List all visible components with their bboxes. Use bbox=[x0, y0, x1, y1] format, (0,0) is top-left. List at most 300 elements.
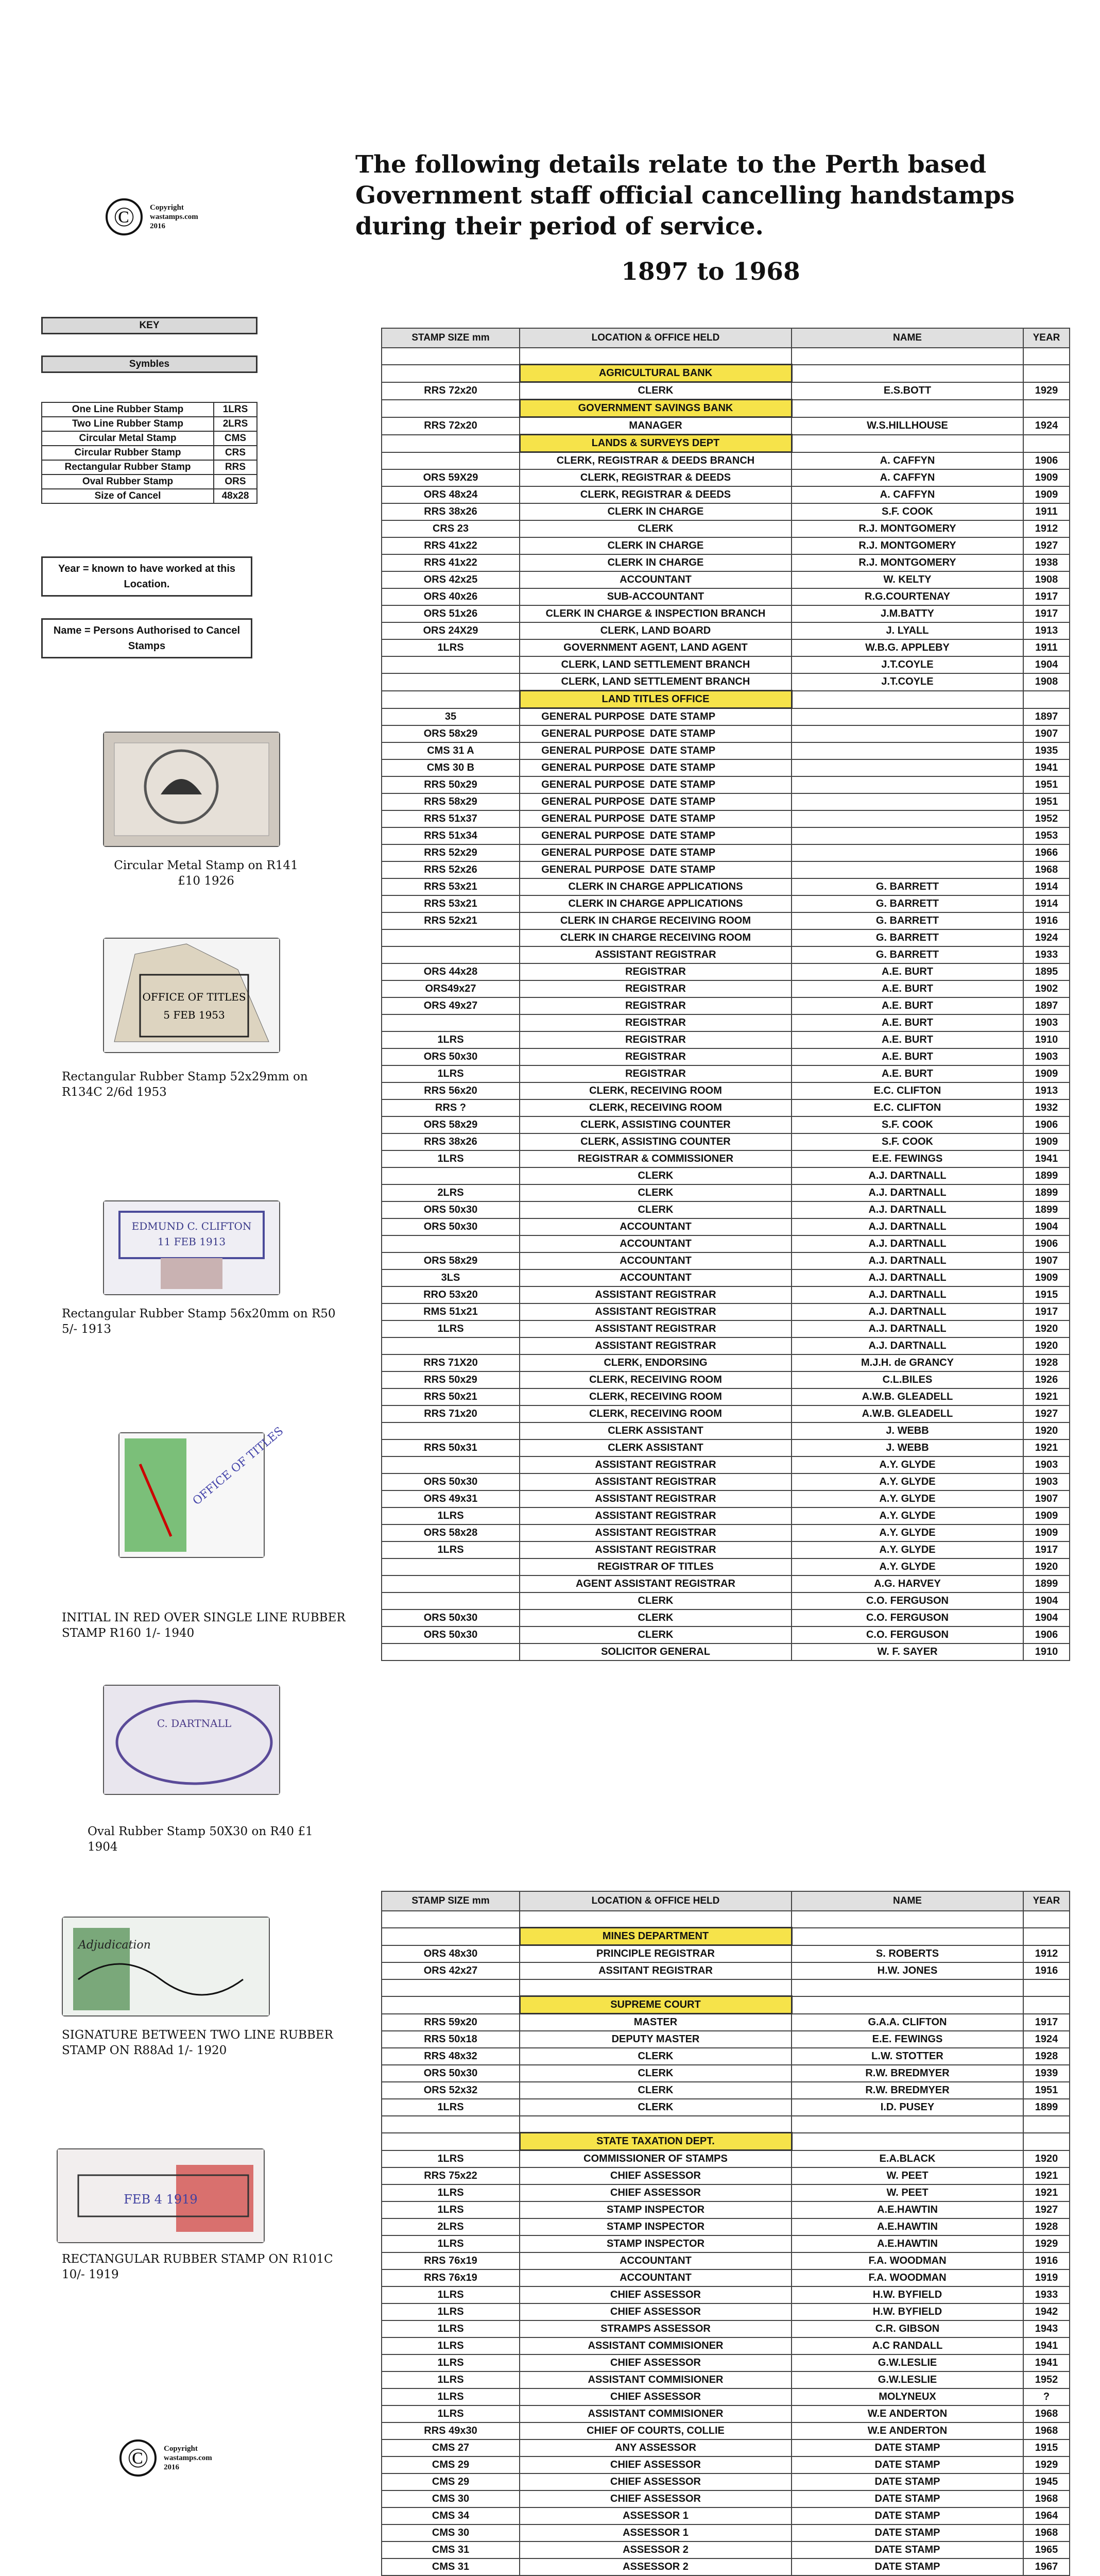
year: 1968 bbox=[1023, 2524, 1070, 2541]
person-name: A. CAFFYN bbox=[792, 486, 1023, 503]
table-row bbox=[382, 673, 1070, 691]
spacer-cell bbox=[792, 348, 1023, 365]
table-row bbox=[382, 2201, 1070, 2218]
person-name: C.O. FERGUSON bbox=[792, 1626, 1023, 1643]
key-symbol: 1LRS bbox=[214, 402, 257, 417]
person-name: S.F. COOK bbox=[792, 1116, 1023, 1133]
location-office: COMMISSIONER OF STAMPS bbox=[520, 2150, 792, 2168]
table-row bbox=[382, 2269, 1070, 2286]
stamp-size: CMS 29 bbox=[382, 2473, 520, 2490]
purpose-cell bbox=[520, 793, 792, 810]
stamp-size: RRO 53x20 bbox=[382, 1286, 520, 1303]
person-name: MOLYNEUX bbox=[792, 2388, 1023, 2405]
stamp-size: CMS 34 bbox=[382, 2507, 520, 2524]
table-row bbox=[382, 2439, 1070, 2456]
year: 1904 bbox=[1023, 1609, 1070, 1626]
year: 1899 bbox=[1023, 1201, 1070, 1218]
year: 1924 bbox=[1023, 417, 1070, 435]
year: 1965 bbox=[1023, 2541, 1070, 2558]
table-row bbox=[382, 1575, 1070, 1592]
person-name: A.J. DARTNALL bbox=[792, 1235, 1023, 1252]
year: 1902 bbox=[1023, 980, 1070, 997]
name-cell bbox=[792, 827, 1023, 844]
location-office: CLERK bbox=[520, 1201, 792, 1218]
svg-text:OFFICE OF TITLES: OFFICE OF TITLES bbox=[190, 1425, 286, 1508]
person-name: R.J. MONTGOMERY bbox=[792, 520, 1023, 537]
person-name: H.W. BYFIELD bbox=[792, 2303, 1023, 2320]
spacer-cell bbox=[520, 2116, 792, 2133]
person-name: A. CAFFYN bbox=[792, 469, 1023, 486]
spacer-row bbox=[382, 1911, 1070, 1928]
stamp-size bbox=[382, 1422, 520, 1439]
table-row bbox=[382, 2422, 1070, 2439]
year: 1909 bbox=[1023, 1269, 1070, 1286]
section-blank bbox=[382, 1996, 520, 2014]
location-office: ASSISTANT REGISTRAR bbox=[520, 1541, 792, 1558]
caption-7: RECTANGULAR RUBBER STAMP ON R101C 10/- 1919 bbox=[62, 2252, 333, 2281]
table-row bbox=[382, 382, 1070, 400]
year: 1906 bbox=[1023, 452, 1070, 470]
person-name: F.A. WOODMAN bbox=[792, 2252, 1023, 2269]
copyright-line: Copyright bbox=[150, 204, 184, 212]
year: ? bbox=[1023, 2388, 1070, 2405]
stamp-size: RRS 59x20 bbox=[382, 2014, 520, 2031]
location-office: REGISTRAR bbox=[520, 1065, 792, 1082]
location-office: CLERK ASSISTANT bbox=[520, 1422, 792, 1439]
section-blank bbox=[1023, 691, 1070, 708]
location-office: ACCOUNTANT bbox=[520, 1252, 792, 1269]
copyright-site: wastamps.com bbox=[150, 213, 198, 221]
stamp-size: 1LRS bbox=[382, 1507, 520, 1524]
year: 1897 bbox=[1023, 708, 1070, 726]
person-name: A.Y. GLYDE bbox=[792, 1524, 1023, 1541]
table-row bbox=[382, 1405, 1070, 1422]
table-row bbox=[382, 1371, 1070, 1388]
stamp-type: DATE STAMP bbox=[650, 847, 716, 858]
key-symbol: 2LRS bbox=[214, 417, 257, 431]
section-blank bbox=[1023, 2133, 1070, 2150]
table-row bbox=[382, 1490, 1070, 1507]
location-header: LOCATION & OFFICE HELD bbox=[520, 1891, 792, 1911]
person-name: A.G. HARVEY bbox=[792, 1575, 1023, 1592]
location-office: CHIEF ASSESSOR bbox=[520, 2473, 792, 2490]
table-row bbox=[382, 1541, 1070, 1558]
person-name: A.C RANDALL bbox=[792, 2337, 1023, 2354]
year: 1924 bbox=[1023, 929, 1070, 946]
person-name: H.W. BYFIELD bbox=[792, 2286, 1023, 2303]
svg-text:OFFICE OF TITLES: OFFICE OF TITLES bbox=[142, 991, 246, 1003]
person-name: C.O. FERGUSON bbox=[792, 1609, 1023, 1626]
person-name: DATE STAMP bbox=[792, 2456, 1023, 2473]
year: 1908 bbox=[1023, 673, 1070, 691]
person-name: A.E. BURT bbox=[792, 963, 1023, 980]
stamp-size: CMS 30 B bbox=[382, 759, 520, 776]
key-description: Size of Cancel bbox=[42, 489, 214, 503]
person-name: DATE STAMP bbox=[792, 2473, 1023, 2490]
person-name: J.T.COYLE bbox=[792, 673, 1023, 691]
stamp-size: ORS 50x30 bbox=[382, 1626, 520, 1643]
section-blank bbox=[382, 2133, 520, 2150]
stamp-size: 1LRS bbox=[382, 2235, 520, 2252]
table-row bbox=[382, 1014, 1070, 1031]
stamp-size: RRS 52x21 bbox=[382, 912, 520, 929]
symbols-title: Symbles bbox=[41, 355, 257, 373]
stamp-size: RRS 56x20 bbox=[382, 1082, 520, 1099]
location-office: GENERAL PURPOSE bbox=[541, 864, 645, 875]
person-name: W. KELTY bbox=[792, 571, 1023, 588]
spacer-cell bbox=[382, 2116, 520, 2133]
svg-text:Adjudication: Adjudication bbox=[78, 1939, 151, 1952]
table-row bbox=[382, 776, 1070, 793]
spacer-cell bbox=[382, 348, 520, 365]
stamp-size: ORS 50x30 bbox=[382, 1609, 520, 1626]
copyright-line: Copyright bbox=[164, 2445, 198, 2453]
section-title: MINES DEPARTMENT bbox=[520, 1928, 792, 1945]
spacer-cell bbox=[382, 1979, 520, 1996]
stamp-size: RRS 72x20 bbox=[382, 417, 520, 435]
stamp-size: ORS 44x28 bbox=[382, 963, 520, 980]
table-row bbox=[382, 2286, 1070, 2303]
year: 1924 bbox=[1023, 2031, 1070, 2048]
name-cell bbox=[792, 776, 1023, 793]
section-blank bbox=[792, 435, 1023, 452]
person-name: G.W.LESLIE bbox=[792, 2354, 1023, 2371]
location-office: ASSISTANT REGISTRAR bbox=[520, 1490, 792, 1507]
spacer-cell bbox=[792, 1911, 1023, 1928]
location-office: CLERK, RECEIVING ROOM bbox=[520, 1371, 792, 1388]
stamp-size: RRS 50x29 bbox=[382, 1371, 520, 1388]
table-row bbox=[382, 1218, 1070, 1235]
year: 1928 bbox=[1023, 2218, 1070, 2235]
location-office: STAMP INSPECTOR bbox=[520, 2218, 792, 2235]
key-symbol: RRS bbox=[214, 460, 257, 474]
table-row bbox=[382, 1252, 1070, 1269]
location-office: GENERAL PURPOSE bbox=[541, 762, 645, 773]
year: 1921 bbox=[1023, 1388, 1070, 1405]
location-office: CLERK bbox=[520, 2082, 792, 2099]
location-office: MASTER bbox=[520, 2014, 792, 2031]
stamp-size: 1LRS bbox=[382, 1320, 520, 1337]
stamp-type: DATE STAMP bbox=[650, 745, 716, 756]
year: 1917 bbox=[1023, 605, 1070, 622]
table-row bbox=[382, 1065, 1070, 1082]
person-name: A.Y. GLYDE bbox=[792, 1490, 1023, 1507]
stamp-type: DATE STAMP bbox=[650, 762, 716, 773]
section-row bbox=[382, 1928, 1070, 1945]
handstamp-table-2 bbox=[381, 1891, 1070, 2576]
person-name: E.C. CLIFTON bbox=[792, 1099, 1023, 1116]
stamp-type: DATE STAMP bbox=[650, 796, 716, 807]
section-blank bbox=[1023, 1928, 1070, 1945]
location-office: STRAMPS ASSESSOR bbox=[520, 2320, 792, 2337]
table-row bbox=[382, 929, 1070, 946]
table-row bbox=[382, 2490, 1070, 2507]
stamp-size: RRS 41x22 bbox=[382, 537, 520, 554]
location-office: CHIEF ASSESSOR bbox=[520, 2388, 792, 2405]
name-cell bbox=[792, 861, 1023, 878]
key-symbol: CRS bbox=[214, 446, 257, 460]
location-office: CHIEF ASSESSOR bbox=[520, 2456, 792, 2473]
location-office: PRINCIPLE REGISTRAR bbox=[520, 1945, 792, 1963]
year: 1909 bbox=[1023, 1065, 1070, 1082]
year: 1966 bbox=[1023, 844, 1070, 861]
person-name: W.B.G. APPLEBY bbox=[792, 639, 1023, 656]
year: 1911 bbox=[1023, 639, 1070, 656]
name-cell bbox=[792, 742, 1023, 759]
table-row bbox=[382, 2320, 1070, 2337]
section-blank bbox=[1023, 365, 1070, 382]
table-row bbox=[382, 554, 1070, 571]
person-name: E.E. FEWINGS bbox=[792, 2031, 1023, 2048]
table-row bbox=[382, 486, 1070, 503]
location-office: ACCOUNTANT bbox=[520, 571, 792, 588]
table-row bbox=[382, 2303, 1070, 2320]
stamp-size: 1LRS bbox=[382, 2150, 520, 2168]
stamp-size: 1LRS bbox=[382, 2201, 520, 2218]
person-name: S.F. COOK bbox=[792, 1133, 1023, 1150]
section-blank bbox=[382, 435, 520, 452]
person-name: S.F. COOK bbox=[792, 503, 1023, 520]
year: 1903 bbox=[1023, 1048, 1070, 1065]
person-name: DATE STAMP bbox=[792, 2558, 1023, 2575]
table-row bbox=[382, 1099, 1070, 1116]
year: 1895 bbox=[1023, 963, 1070, 980]
year: 1909 bbox=[1023, 486, 1070, 503]
table-row bbox=[382, 1235, 1070, 1252]
key-title: KEY bbox=[41, 317, 257, 334]
location-office: CLERK bbox=[520, 520, 792, 537]
purpose-cell bbox=[520, 810, 792, 827]
stamp-size: 1LRS bbox=[382, 2388, 520, 2405]
year: 1941 bbox=[1023, 2354, 1070, 2371]
purpose-cell bbox=[520, 827, 792, 844]
year: 1914 bbox=[1023, 878, 1070, 895]
section-blank bbox=[382, 1928, 520, 1945]
stamp-size: RRS 50x21 bbox=[382, 1388, 520, 1405]
year: 1914 bbox=[1023, 895, 1070, 912]
person-name: C.O. FERGUSON bbox=[792, 1592, 1023, 1609]
section-blank bbox=[1023, 400, 1070, 417]
location-office: ASSITANT REGISTRAR bbox=[520, 1962, 792, 1979]
location-office: DEPUTY MASTER bbox=[520, 2031, 792, 2048]
location-office: CHIEF ASSESSOR bbox=[520, 2286, 792, 2303]
stamp-size: ORS 59X29 bbox=[382, 469, 520, 486]
stamp-size: ORS 49x31 bbox=[382, 1490, 520, 1507]
person-name: R.J. MONTGOMERY bbox=[792, 554, 1023, 571]
stamp-size bbox=[382, 1167, 520, 1184]
year: 1928 bbox=[1023, 2048, 1070, 2065]
person-name: DATE STAMP bbox=[792, 2541, 1023, 2558]
table-row bbox=[382, 2048, 1070, 2065]
table-row bbox=[382, 1031, 1070, 1048]
initial-stamp-image bbox=[118, 1425, 286, 1558]
person-name: A.E. BURT bbox=[792, 1048, 1023, 1065]
table-row bbox=[382, 1133, 1070, 1150]
person-name: G. BARRETT bbox=[792, 878, 1023, 895]
year: 1917 bbox=[1023, 588, 1070, 605]
caption-4: INITIAL IN RED OVER SINGLE LINE RUBBER STAMP R160 1/- 1940 bbox=[62, 1611, 346, 1640]
year: 1921 bbox=[1023, 1439, 1070, 1456]
table-row bbox=[382, 622, 1070, 639]
section-row bbox=[382, 365, 1070, 382]
year: 1920 bbox=[1023, 1320, 1070, 1337]
person-name: A.J. DARTNALL bbox=[792, 1320, 1023, 1337]
stamp-size: ORS 58x29 bbox=[382, 1252, 520, 1269]
stamp-size: 1LRS bbox=[382, 1150, 520, 1167]
purpose-cell bbox=[520, 776, 792, 793]
location-office: CLERK bbox=[520, 1184, 792, 1201]
stamp-size: RRS 50x29 bbox=[382, 776, 520, 793]
person-name: W. F. SAYER bbox=[792, 1643, 1023, 1660]
svg-text:FEB 4 1919: FEB 4 1919 bbox=[124, 2192, 198, 2207]
key-symbol: ORS bbox=[214, 474, 257, 489]
key-symbol: 48x28 bbox=[214, 489, 257, 503]
page-title: The following details relate to the Perth based Government staff official cancelling handstamps during their period of service. bbox=[355, 150, 1015, 241]
table-row bbox=[382, 452, 1070, 470]
year: 1909 bbox=[1023, 1133, 1070, 1150]
location-office: CLERK bbox=[520, 2048, 792, 2065]
year: 1952 bbox=[1023, 810, 1070, 827]
location-office: CHIEF ASSESSOR bbox=[520, 2490, 792, 2507]
table-row bbox=[382, 844, 1070, 861]
year: 1897 bbox=[1023, 997, 1070, 1014]
year: 1916 bbox=[1023, 2252, 1070, 2269]
spacer-row bbox=[382, 348, 1070, 365]
table-row bbox=[382, 1422, 1070, 1439]
stamp-size: 1LRS bbox=[382, 2320, 520, 2337]
table-row bbox=[382, 1962, 1070, 1979]
year: 1939 bbox=[1023, 2065, 1070, 2082]
table-row bbox=[382, 2473, 1070, 2490]
stamp-size: RRS 50x31 bbox=[382, 1439, 520, 1456]
stamp-size: CMS 30 bbox=[382, 2490, 520, 2507]
stamp-size: RRS 49x30 bbox=[382, 2422, 520, 2439]
year: 1964 bbox=[1023, 2507, 1070, 2524]
stamp-size: ORS 48x30 bbox=[382, 1945, 520, 1963]
stamp-size bbox=[382, 1014, 520, 1031]
person-name: L.W. STOTTER bbox=[792, 2048, 1023, 2065]
spacer-cell bbox=[792, 1979, 1023, 1996]
year: 1917 bbox=[1023, 2014, 1070, 2031]
table-row bbox=[382, 810, 1070, 827]
year: 1915 bbox=[1023, 2439, 1070, 2456]
year: 1952 bbox=[1023, 2371, 1070, 2388]
person-name: J. WEBB bbox=[792, 1439, 1023, 1456]
section-blank bbox=[792, 1996, 1023, 2014]
location-office: SUB-ACCOUNTANT bbox=[520, 588, 792, 605]
circular-metal-stamp-image bbox=[103, 732, 280, 847]
stamp-size: 1LRS bbox=[382, 2286, 520, 2303]
year-header: YEAR bbox=[1023, 1891, 1070, 1911]
location-office: CLERK, LAND BOARD bbox=[520, 622, 792, 639]
year: 1942 bbox=[1023, 2303, 1070, 2320]
copyright-icon: © bbox=[119, 2439, 157, 2477]
year: 1927 bbox=[1023, 537, 1070, 554]
location-office: REGISTRAR & COMMISSIONER bbox=[520, 1150, 792, 1167]
spacer-row bbox=[382, 2116, 1070, 2133]
table-row bbox=[382, 417, 1070, 435]
stamp-type: DATE STAMP bbox=[650, 779, 716, 790]
key-description: One Line Rubber Stamp bbox=[42, 402, 214, 417]
table-row bbox=[382, 1303, 1070, 1320]
person-name: A.Y. GLYDE bbox=[792, 1507, 1023, 1524]
table-row bbox=[382, 2388, 1070, 2405]
person-name: DATE STAMP bbox=[792, 2524, 1023, 2541]
table-row bbox=[382, 742, 1070, 759]
section-blank bbox=[1023, 435, 1070, 452]
person-name: J.T.COYLE bbox=[792, 656, 1023, 673]
year: 1919 bbox=[1023, 2269, 1070, 2286]
person-name: DATE STAMP bbox=[792, 2490, 1023, 2507]
stamp-size: 1LRS bbox=[382, 2354, 520, 2371]
table-row bbox=[382, 861, 1070, 878]
stamp-size: 1LRS bbox=[382, 2184, 520, 2201]
stamp-size: CMS 31 A bbox=[382, 742, 520, 759]
year: 1899 bbox=[1023, 1167, 1070, 1184]
stamp-size: RRS 51x34 bbox=[382, 827, 520, 844]
caption-1: Circular Metal Stamp on R141 £10 1926 bbox=[114, 859, 298, 888]
spacer-row bbox=[382, 1979, 1070, 1996]
stamp-size: RRS 51x37 bbox=[382, 810, 520, 827]
section-blank bbox=[382, 400, 520, 417]
year: 1921 bbox=[1023, 2167, 1070, 2184]
stamp-size: 1LRS bbox=[382, 1541, 520, 1558]
year: 1903 bbox=[1023, 1473, 1070, 1490]
year: 1909 bbox=[1023, 469, 1070, 486]
location-office: GENERAL PURPOSE bbox=[541, 779, 645, 790]
year: 1941 bbox=[1023, 2337, 1070, 2354]
caption-5: Oval Rubber Stamp 50X30 on R40 £1 1904 bbox=[88, 1825, 313, 1854]
stamp-size: CMS 30 bbox=[382, 2524, 520, 2541]
year: 1910 bbox=[1023, 1643, 1070, 1660]
stamp-size: RRS 38x26 bbox=[382, 503, 520, 520]
stamp-size: ORS 52x32 bbox=[382, 2082, 520, 2099]
table-row bbox=[382, 2541, 1070, 2558]
table-row bbox=[382, 469, 1070, 486]
person-name: A.E.HAWTIN bbox=[792, 2235, 1023, 2252]
key-description: Rectangular Rubber Stamp bbox=[42, 460, 214, 474]
location-office: CLERK, REGISTRAR & DEEDS BRANCH bbox=[520, 452, 792, 470]
table-row bbox=[382, 2524, 1070, 2541]
table-row bbox=[382, 1456, 1070, 1473]
table-row bbox=[382, 2184, 1070, 2201]
person-name: J. WEBB bbox=[792, 1422, 1023, 1439]
stamp-size: ORS 51x26 bbox=[382, 605, 520, 622]
name-cell bbox=[792, 708, 1023, 726]
stamp-size: 1LRS bbox=[382, 2099, 520, 2116]
section-row bbox=[382, 2133, 1070, 2150]
key-row bbox=[42, 417, 257, 431]
location-office: ASSISTANT REGISTRAR bbox=[520, 1286, 792, 1303]
location-office: STAMP INSPECTOR bbox=[520, 2235, 792, 2252]
table-row bbox=[382, 1558, 1070, 1575]
location-office: REGISTRAR OF TITLES bbox=[520, 1558, 792, 1575]
person-name: F.A. WOODMAN bbox=[792, 2269, 1023, 2286]
spacer-cell bbox=[1023, 348, 1070, 365]
section-blank bbox=[792, 1928, 1023, 1945]
section-row bbox=[382, 435, 1070, 452]
table-row bbox=[382, 912, 1070, 929]
person-name: M.J.H. de GRANCY bbox=[792, 1354, 1023, 1371]
location-office: REGISTRAR bbox=[520, 997, 792, 1014]
table-row bbox=[382, 1116, 1070, 1133]
copyright-year: 2016 bbox=[164, 2463, 179, 2471]
stamp-size-header: STAMP SIZE mm bbox=[382, 1891, 520, 1911]
rectangular-stamp-image-3 bbox=[57, 2148, 265, 2243]
stamp-size: 1LRS bbox=[382, 1065, 520, 1082]
year: 1951 bbox=[1023, 776, 1070, 793]
location-office: ASSESSOR 1 bbox=[520, 2507, 792, 2524]
